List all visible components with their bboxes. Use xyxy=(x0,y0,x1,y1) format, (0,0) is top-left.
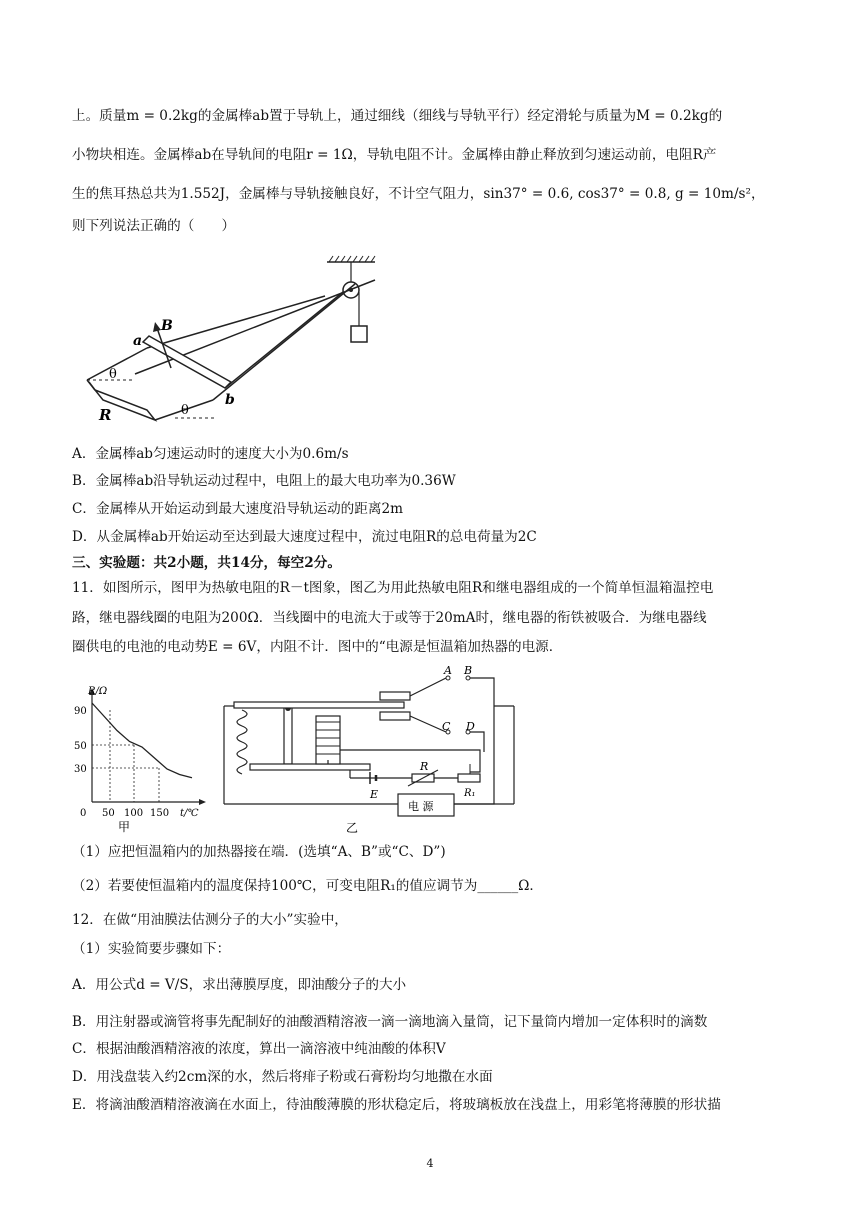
label-C: C xyxy=(442,720,451,733)
option-c: C．金属棒从开始运动到最大速度沿导轨运动的距离2m xyxy=(72,501,404,517)
q12-step: B．用注射器或滴管将事先配制好的油酸酒精溶液一滴一滴地滴入量筒，记下量筒内增加一定体积时的滴数 xyxy=(72,1014,708,1030)
q11-sub: （1）应把恒温箱内的加热器接在端．(选填“A、B”或“C、D”) xyxy=(72,844,446,860)
xtick: 100 xyxy=(124,808,144,819)
ytick: 30 xyxy=(74,764,87,775)
label-R: R xyxy=(420,760,429,773)
q12-text: 12．在做“用油膜法估测分子的大小”实验中， xyxy=(72,912,348,928)
rt-curve xyxy=(92,703,192,778)
xtick: 0 xyxy=(80,808,87,819)
graph-xlabel: t/℃ xyxy=(180,808,199,819)
text-line: 生的焦耳热总共为1.552J，金属棒与导轨接触良好，不计空气阻力，sin37° = 0.6, cos37° = 0.8, g = 10m/s²， xyxy=(72,186,765,202)
label-theta: θ xyxy=(109,367,117,382)
label-B: B xyxy=(464,664,473,677)
label-E: E xyxy=(370,788,379,801)
label-D: D xyxy=(466,720,475,733)
text-line: 小物块相连。金属棒ab在导轨间的电阻r = 1Ω，导轨电阻不计。金属棒由静止释放到匀速运动前，电阻R产 xyxy=(72,147,717,163)
inclined-rail-figure xyxy=(75,250,395,430)
q11-text: 路，继电器线圈的电阻为200Ω．当线圈中的电流大于或等于20mA时，继电器的衔铁被吸合．为继电器线 xyxy=(72,610,707,626)
ytick: 90 xyxy=(74,706,87,717)
option-d: D．从金属棒ab开始运动至达到最大速度过程中，流过电阻R的总电荷量为2C xyxy=(72,529,537,545)
power-source-label: 电 源 xyxy=(408,800,434,813)
graph-caption: 甲 xyxy=(118,820,131,834)
relay-circuit xyxy=(220,660,520,840)
q12-text: （1）实验简要步骤如下： xyxy=(72,941,231,957)
page-number: 4 xyxy=(426,1157,434,1170)
label-theta: θ xyxy=(181,403,189,418)
label-B: B xyxy=(161,318,173,334)
option-b: B．金属棒ab沿导轨运动过程中，电阻上的最大电功率为0.36W xyxy=(72,473,456,489)
ytick: 50 xyxy=(74,741,87,752)
text-line: 则下列说法正确的（ ） xyxy=(72,218,236,234)
label-b: b xyxy=(225,392,235,408)
label-R: R xyxy=(99,406,112,424)
label-A: A xyxy=(444,664,452,677)
label-R1: R₁ xyxy=(464,788,476,799)
label-a: a xyxy=(133,333,143,349)
resistance-temperature-graph xyxy=(74,680,214,835)
circuit-caption: 乙 xyxy=(346,821,359,835)
xtick: 50 xyxy=(102,808,115,819)
q12-step: E．将滴油酸酒精溶液滴在水面上，待油酸薄膜的形状稳定后，将玻璃板放在浅盘上，用彩笔将薄膜的形状描 xyxy=(72,1097,721,1113)
graph-ylabel: R/Ω xyxy=(88,686,108,697)
q11-text: 11．如图所示，图甲为热敏电阻的R－t图象，图乙为用此热敏电阻R和继电器组成的一个简单恒温箱温控电 xyxy=(72,580,714,596)
q11-sub: （2）若要使恒温箱内的温度保持100℃，可变电阻R₁的值应调节为______Ω． xyxy=(72,878,543,894)
q12-step: C．根据油酸酒精溶液的浓度，算出一滴溶液中纯油酸的体积V xyxy=(72,1041,446,1057)
xtick: 150 xyxy=(150,808,170,819)
q12-step: D．用浅盘装入约2cm深的水，然后将痱子粉或石膏粉均匀地撒在水面 xyxy=(72,1069,493,1085)
section-heading: 三、实验题：共2小题，共14分，每空2分。 xyxy=(72,555,341,571)
q11-text: 圈供电的电池的电动势E = 6V，内阻不计．图中的“电源是恒温箱加热器的电源． xyxy=(72,639,563,655)
q12-step: A．用公式d = V/S，求出薄膜厚度，即油酸分子的大小 xyxy=(72,977,407,993)
option-a: A．金属棒ab匀速运动时的速度大小为0.6m/s xyxy=(72,446,349,462)
text-line: 上。质量m = 0.2kg的金属棒ab置于导轨上，通过细线（细线与导轨平行）经定滑轮与质量为M = 0.2kg的 xyxy=(72,108,723,124)
